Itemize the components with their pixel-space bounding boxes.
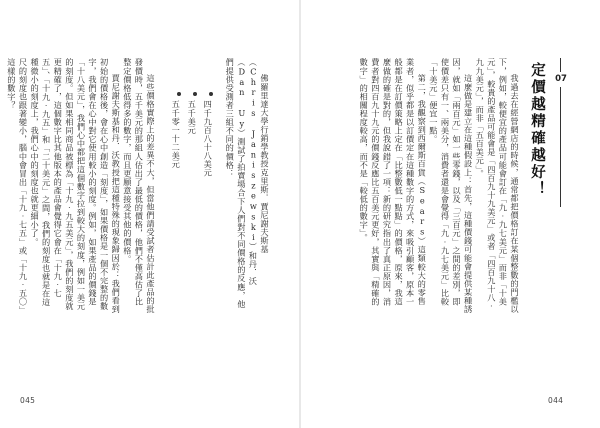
chapter-number: 07 [555, 74, 567, 84]
bullet-icon [177, 92, 181, 96]
chapter-title: 定價越精確越好！ [529, 62, 545, 198]
bullet-item: 四千九百八十八美元 [203, 100, 214, 177]
left-page-intro [224, 58, 270, 314]
chapter-rule-bottom [560, 87, 561, 207]
paragraph: 我過去在經營網店的時候，通常都把價格訂在某個整數的門檻以下，例如，較便宜的產品可能會訂在「九‧九七美元」而非「十美元」，較貴的產品可能會是「四百九十九美元」或者「四百九十八‧九九美元」，而非「五百美元」。 [475, 58, 520, 314]
bullet-icon [209, 92, 213, 96]
paragraph: 這些價格實際上的差異不大，但當他們請受試者估計此產品的批發價時，五千美元的那組人估出了最低的價格，他們不僅高估了比整定價格低得多的數字，而且更願意接受其他的價格。 [122, 58, 156, 314]
paragraph: 尺的刻度也跟著變小，腦中會冒出「十九‧七五」或「十九‧五〇」這樣的數字？ [6, 58, 29, 311]
paragraph: 這麼做是建立在這種假設上：首先，這種價錢可能會提供某種誘因，就如「兩百元」如一些零錢，以及「三百元」之間的差別，即使價差只有一、兩美分，消費者還是會覺得「九‧九七美元」比較「十美元」便宜一點。 [428, 58, 474, 314]
left-page-body [6, 58, 156, 314]
paragraph: 佛羅里達大學行銷學教授克里斯．賈尼謝夫斯基（Chris Janiszewski）和丹．沃（Dan Uy）測試了拍賣場合下人們對不同價格的反應，他們提供受測者三組不同的價格： [225, 58, 270, 309]
paragraph: 第二，我觀察到西爾斯百貨（Sears）這類較大的零售業者，似乎都是以訂價定在這種數字的方式，來吸引顧客，原本一般都是在訂價策略上定在「比整數低一點點」的價格，原來，我這麼做的確是對的，但我說錯了一項：新的研究指出了真正原因，消費者對四百九十九元的價錢反應比五百美元更好，其實與「精確的數字」的相關程度較高，而不是「較低的數字」。 [359, 58, 428, 306]
bullet-item: 五千零一十二美元 [171, 100, 182, 169]
page-number-right: 044 [548, 396, 564, 405]
bullet-item: 五千美元 [187, 100, 198, 135]
paragraph: 賈尼謝夫斯基和丹．沃教授把這種特殊的現象歸因於：我們看到初始的價格後，會在心中創造「刻度」，如果價格是一個不完整的數字，我們會在心中對它使用較小的刻度。例如，如果產品的價錢是「十八美元」，我們心中都把這個數字拉到較大的刻度，例如一美元的刻度。但如果相同商品被標為「十九‧九五美元」，我們的刻度就更精確了，這個數字比其他版本的產品會覺得它會在「十九‧七五」、「十九‧九五」和「二十美元」之間，我們的刻度也就是在這種微小的刻度上，我們心中的刻度也就更細小了。 [30, 58, 122, 314]
page-number-left: 045 [20, 396, 36, 405]
chapter-rule-top [560, 58, 561, 72]
bullet-icon [193, 92, 197, 96]
right-page-body [322, 58, 520, 314]
